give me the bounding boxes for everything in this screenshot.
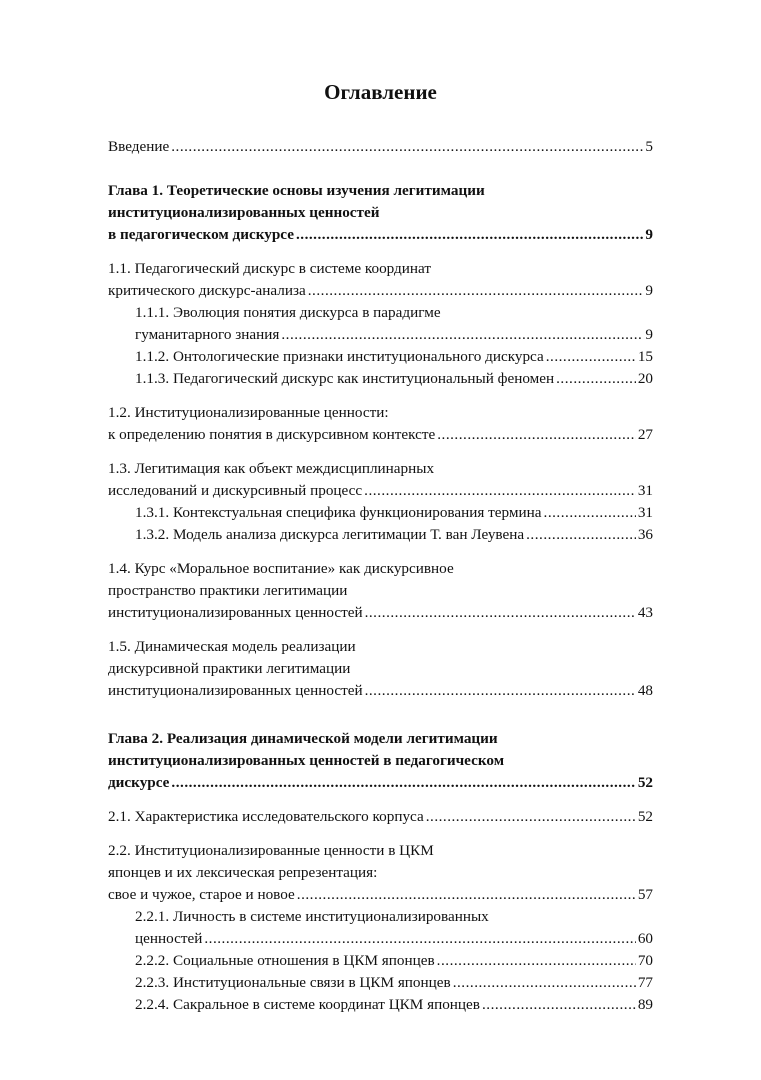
toc-entry-line: 2.2.3. Институциональные связи в ЦКМ японцев [135,974,451,991]
dot-leader [308,280,644,302]
dot-leader [437,424,636,446]
page-number: 15 [637,348,653,365]
toc-entry[interactable] [108,728,653,794]
toc-entry-line: 2.1. Характеристика исследовательского корпуса [108,808,424,825]
dot-leader [365,602,636,624]
toc-entry-line: критического дискурс-анализа [108,282,306,299]
toc-entry-line: 1.3.2. Модель анализа дискурса легитимации Т. ван Леувена [135,526,525,543]
dot-leader [437,950,636,972]
toc-entry-line: исследований и дискурсивный процесс [108,482,363,499]
toc-entry[interactable] [108,972,653,994]
dot-leader [204,928,635,950]
page-number: 5 [645,138,653,155]
toc-entry-line: гуманитарного знания [135,326,280,343]
toc-entry[interactable] [108,346,653,368]
dot-leader [171,772,635,794]
toc-entry-line: 1.1.1. Эволюция понятия дискурса в парадигме [135,304,441,321]
toc-entry-line: 2.2. Институционализированные ценности в ЦКМ [108,842,434,859]
dot-leader [544,502,636,524]
page-number: 31 [637,504,653,521]
toc-entry-line: институционализированных ценностей [108,604,363,621]
dot-leader [426,806,636,828]
toc-entry-line: 1.1.3. Педагогический дискурс как институциональный феномен [135,370,555,387]
page-number: 52 [637,808,653,825]
table-of-contents [108,136,653,1016]
toc-entry[interactable] [108,994,653,1016]
toc-entry-line: японцев и их лексическая репрезентация: [108,864,378,881]
toc-entry-line: 2.2.1. Личность в системе институционализированных [135,908,489,925]
toc-entry-line: 1.5. Динамическая модель реализации [108,638,356,655]
toc-entry-line: институционализированных ценностей [108,204,380,221]
toc-entry[interactable] [108,258,653,302]
page-number: 52 [637,774,653,791]
dot-leader [526,524,636,546]
toc-entry[interactable] [108,906,653,950]
toc-entry[interactable] [108,840,653,906]
toc-entry[interactable] [108,636,653,702]
toc-entry-line: 1.4. Курс «Моральное воспитание» как дискурсивное [108,560,454,577]
toc-entry[interactable] [108,302,653,346]
toc-entry-line: 1.3.1. Контекстуальная специфика функционирования термина [135,504,542,521]
toc-entry-line: пространство практики легитимации [108,582,348,599]
dot-leader [556,368,636,390]
toc-entry-line: 1.1. Педагогический дискурс в системе координат [108,260,432,277]
dot-leader [546,346,636,368]
page-number: 89 [637,996,653,1013]
page-number: 48 [637,682,653,699]
toc-entry-line: свое и чужое, старое и новое [108,886,295,903]
toc-entry[interactable] [108,368,653,390]
toc-entry[interactable] [108,136,653,158]
toc-entry-line: 1.2. Институционализированные ценности: [108,404,389,421]
page-title: Оглавление [324,80,437,104]
toc-entry-line: дискурсивной практики легитимации [108,660,351,677]
dot-leader [281,324,643,346]
toc-entry-line: институционализированных ценностей [108,682,363,699]
dot-leader [364,480,636,502]
toc-entry[interactable] [108,524,653,546]
page-number: 27 [637,426,653,443]
dot-leader [453,972,636,994]
page-number: 9 [645,226,653,243]
page-number: 70 [637,952,653,969]
page-number: 20 [637,370,653,387]
toc-entry-line: Глава 1. Теоретические основы изучения легитимации [108,182,485,199]
dot-leader [365,680,636,702]
page-number: 60 [637,930,653,947]
dot-leader [296,224,643,246]
dot-leader [482,994,636,1016]
toc-entry-line: ценностей [135,930,203,947]
toc-entry[interactable] [108,502,653,524]
page-number: 9 [645,282,653,299]
toc-entry[interactable] [108,558,653,624]
toc-entry-line: 1.3. Легитимация как объект междисциплинарных [108,460,435,477]
toc-entry[interactable] [108,180,653,246]
toc-entry-line: Введение [108,138,170,155]
toc-entry[interactable] [108,950,653,972]
toc-entry-line: 1.1.2. Онтологические признаки институционального дискурса [135,348,544,365]
toc-entry-line: институционализированных ценностей в педагогическом [108,752,505,769]
toc-entry-line: 2.2.4. Сакральное в системе координат ЦКМ японцев [135,996,480,1013]
page-number: 9 [645,326,653,343]
toc-entry[interactable] [108,806,653,828]
toc-entry-line: Глава 2. Реализация динамической модели легитимации [108,730,498,747]
toc-entry-line: дискурсе [108,774,170,791]
toc-entry[interactable] [108,458,653,502]
page-number: 43 [637,604,653,621]
toc-entry-line: к определению понятия в дискурсивном контексте [108,426,436,443]
page-number: 36 [637,526,653,543]
dot-leader [297,884,636,906]
page-number: 31 [637,482,653,499]
dot-leader [171,136,643,158]
toc-entry-line: 2.2.2. Социальные отношения в ЦКМ японцев [135,952,435,969]
toc-entry-line: в педагогическом дискурсе [108,226,294,243]
page-number: 57 [637,886,653,903]
page-number: 77 [637,974,653,991]
toc-entry[interactable] [108,402,653,446]
